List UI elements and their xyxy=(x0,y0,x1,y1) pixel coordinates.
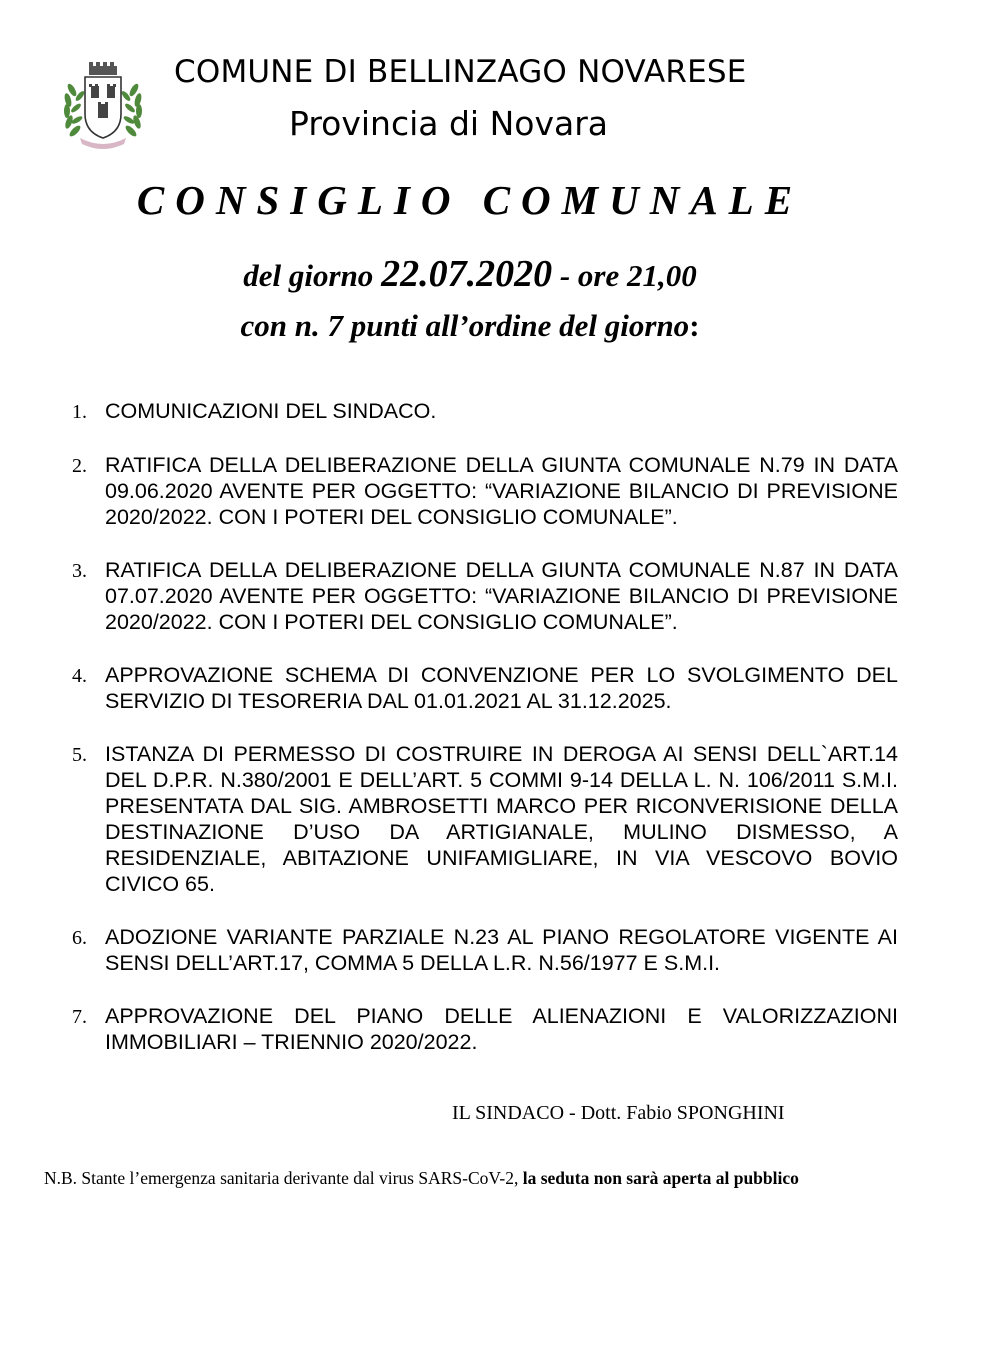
agenda-item xyxy=(72,741,898,897)
municipality-name: COMUNE DI BELLINZAGO NOVARESE xyxy=(174,54,747,90)
session-time: - ore 21,00 xyxy=(559,258,697,293)
session-date: 22.07.2020 xyxy=(381,253,553,295)
health-notice-text: N.B. Stante l’emergenza sanitaria derivante dal virus SARS-CoV-2, xyxy=(44,1168,523,1188)
agenda-intro-text: con n. 7 punti all’ordine del giorno xyxy=(240,308,690,343)
agenda-item xyxy=(72,662,898,714)
agenda-item xyxy=(72,924,898,976)
agenda-intro-colon: : xyxy=(689,308,700,343)
municipal-crest-icon xyxy=(58,60,148,152)
session-datetime xyxy=(0,252,940,296)
mayor-signature: IL SINDACO - Dott. Fabio SPONGHINI xyxy=(452,1102,785,1124)
agenda-intro xyxy=(0,308,940,344)
session-date-prefix: del giorno xyxy=(243,258,374,293)
agenda-item xyxy=(72,398,898,425)
agenda-item xyxy=(72,452,898,530)
agenda-item-text: COMUNICAZIONI DEL SINDACO. xyxy=(105,399,437,423)
agenda-item-text: RATIFICA DELLA DELIBERAZIONE DELLA GIUNTA COMUNALE N.79 IN DATA 09.06.2020 AVENTE PER OGGETTO: “VARIAZIONE BILANCIO DI PREVISIONE 2020/2022. CON I POTERI DEL CONSIGLIO COMUNALE”. xyxy=(105,453,898,529)
agenda-item-number: 6. xyxy=(72,927,87,949)
document-title: CONSIGLIO COMUNALE xyxy=(136,177,804,223)
agenda-item-text: ISTANZA DI PERMESSO DI COSTRUIRE IN DEROGA AI SENSI DELL`ART.14 DEL D.P.R. N.380/2001 E DELL’ART. 5 COMMI 9-14 DELLA L. N. 106/2011 S.M.I. PRESENTATA DAL SIG. AMBROSETTI MARCO PER RICONVERISIONE DELLA DESTINAZIONE D’USO DA ARTIGIANALE, MULINO DISMESSO, A RESIDENZIALE, ABITAZIONE UNIFAMIGLIARE, IN VIA VESCOVO BOVIO CIVICO 65. xyxy=(105,742,898,896)
agenda-item-text: APPROVAZIONE SCHEMA DI CONVENZIONE PER LO SVOLGIMENTO DEL SERVIZIO DI TESORERIA DAL 01.01.2021 AL 31.12.2025. xyxy=(105,663,898,713)
health-notice xyxy=(44,1168,799,1189)
province-name: Provincia di Novara xyxy=(289,104,609,143)
agenda-item-number: 2. xyxy=(72,455,87,477)
agenda-item xyxy=(72,557,898,635)
agenda-item-number: 7. xyxy=(72,1006,87,1028)
health-notice-emphasis: la seduta non sarà aperta al pubblico xyxy=(522,1168,799,1188)
agenda-item-number: 1. xyxy=(72,401,87,423)
agenda-item-text: ADOZIONE VARIANTE PARZIALE N.23 AL PIANO REGOLATORE VIGENTE AI SENSI DELL’ART.17, COMMA 5 DELLA L.R. N.56/1977 E S.M.I. xyxy=(105,925,898,975)
agenda-item-text: RATIFICA DELLA DELIBERAZIONE DELLA GIUNTA COMUNALE N.87 IN DATA 07.07.2020 AVENTE PER OGGETTO: “VARIAZIONE BILANCIO DI PREVISIONE 2020/2022. CON I POTERI DEL CONSIGLIO COMUNALE”. xyxy=(105,558,898,634)
agenda-item-text: APPROVAZIONE DEL PIANO DELLE ALIENAZIONI E VALORIZZAZIONI IMMOBILIARI – TRIENNIO 2020/2022. xyxy=(105,1004,898,1054)
agenda-list xyxy=(72,398,898,1082)
agenda-item-number: 4. xyxy=(72,665,87,687)
agenda-item-number: 5. xyxy=(72,744,87,766)
agenda-item-number: 3. xyxy=(72,560,87,582)
agenda-item xyxy=(72,1003,898,1055)
